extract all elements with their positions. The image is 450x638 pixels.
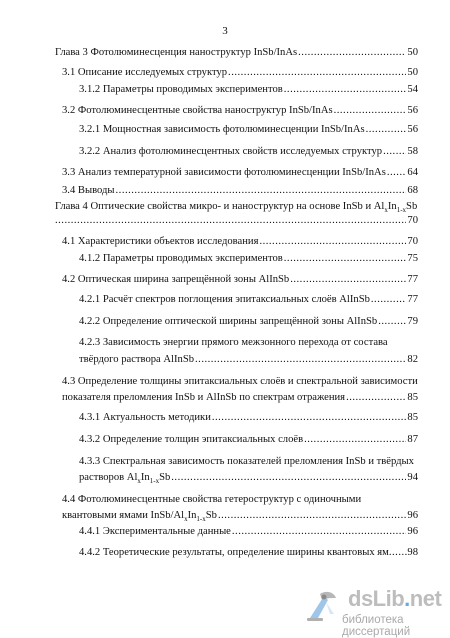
- toc-entry[interactable]: 3.1.2 Параметры проводимых экспериментов ..... 54: [79, 84, 418, 96]
- lamp-icon: [304, 588, 342, 624]
- toc-entry[interactable]: 3.2.1 Мощностная зависимость фотолюминесценции InSb/InAs ..... 56: [79, 124, 418, 136]
- watermark-brand: dsLib.net: [348, 586, 442, 611]
- toc-entry[interactable]: 4.4 Фотолюминесцентные свойства гетероструктур с одиночными квантовыми ямами InSb/$Al_xIn_{1-x}Sb$ ..... 96: [62, 494, 418, 522]
- toc-entry[interactable]: 4.2 Оптическая ширина запрещённой зоны AlInSb ..... 77: [62, 274, 418, 286]
- toc-entry[interactable]: 4.1 Характеристики объектов исследования ..... 70: [62, 236, 418, 248]
- toc-entry[interactable]: Глава 3 Фотолюминесценция наноструктур InSb/InAs ..... 50: [55, 47, 418, 59]
- toc-entry[interactable]: 3.3 Анализ температурной зависимости фотолюминесценции InSb/InAs ..... 64: [62, 167, 418, 179]
- watermark-tagline: библиотека диссертаций: [342, 614, 411, 638]
- toc-entry[interactable]: 3.2 Фотолюминесцентные свойства наноструктур InSb/InAs ..... 56: [62, 105, 418, 117]
- toc-entry-chapter-4[interactable]: Глава 4 Оптические свойства микро- и наноструктур на основе InSb и $Al_xIn_{1-x}Sb$ ..... 70: [55, 201, 418, 227]
- toc-entry[interactable]: 4.1.2 Параметры проводимых экспериментов ..... 75: [79, 253, 418, 265]
- toc-entry[interactable]: 4.3.2 Определение толщин эпитаксиальных слоёв ..... 87: [79, 434, 418, 446]
- toc-entry[interactable]: 4.3.1 Актуальность методики ..... 85: [79, 412, 418, 424]
- watermark: [300, 586, 448, 638]
- toc-entry[interactable]: 4.3.3 Спектральная зависимость показателей преломления InSb и твёрдых растворов $Al_xIn_{1-x}Sb$ ..... 94: [79, 456, 418, 484]
- toc-entry[interactable]: 4.2.2 Определение оптической ширины запрещённой зоны AlInSb ..... 79: [79, 316, 418, 328]
- toc-entry[interactable]: 4.4.1 Экспериментальные данные ..... 96: [79, 526, 418, 538]
- toc-entry[interactable]: 3.4 Выводы ..... 68: [62, 185, 418, 197]
- toc-entry[interactable]: 3.2.2 Анализ фотолюминесцентных свойств исследуемых структур ..... 58: [79, 146, 418, 158]
- toc-entry[interactable]: 4.3 Определение толщины эпитаксиальных слоёв и спектральной зависимости показателя преломления InSb и AlInSb по спектрам отражения ..... 85: [62, 376, 418, 404]
- toc-entry[interactable]: 4.2.1 Расчёт спектров поглощения эпитаксиальных слоёв AlInSb ..... 77: [79, 294, 418, 306]
- toc-entry[interactable]: 4.4.2 Теоретические результаты, определение ширины квантовых ям ..... 98: [79, 547, 418, 559]
- page-number: 3: [222, 25, 228, 37]
- toc-entry[interactable]: 3.1 Описание исследуемых структур ..... 50: [62, 67, 418, 79]
- toc-entry[interactable]: 4.2.3 Зависимость энергии прямого межзонного перехода от состава твёрдого раствора AlInSb ..... 82: [79, 337, 418, 366]
